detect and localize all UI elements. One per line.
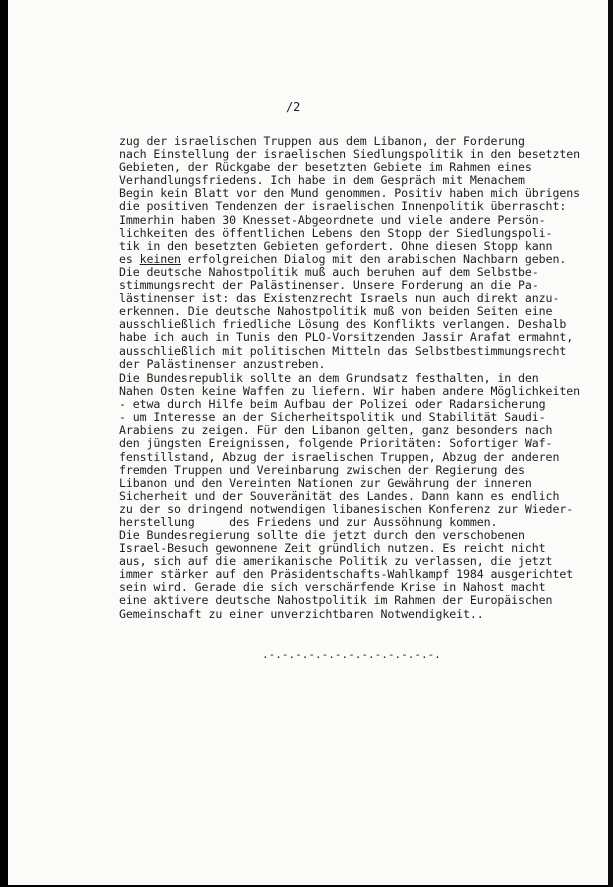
text-line: Gebieten, der Rückgabe der besetzten Gebiete im Rahmen eines <box>119 160 532 175</box>
paragraph-3 <box>119 372 589 529</box>
text-line: Immerhin haben 30 Knesset-Abgeordnete und viele andere Persön- <box>119 212 546 227</box>
text-line: die positiven Tendenzen der israelischen Innenpolitik überrascht: <box>119 199 567 214</box>
text-line: lästinenser ist: das Existenzrecht Israels nun auch direkt anzu- <box>119 291 560 306</box>
text-line: Die Bundesregierung sollte die jetzt durch den verschobenen <box>119 528 525 542</box>
text-line: tik in den besetzten Gebieten gefordert. Ohne diesen Stopp kann <box>119 238 553 253</box>
text-line: zu der so dringend notwendigen libanesischen Konferenz zur Wieder- <box>119 501 574 516</box>
text-line: eine aktivere deutsche Nahostpolitik im Rahmen der Europäischen <box>119 593 553 608</box>
text-line: Sicherheit und der Souveränität des Landes. Dann kann es endlich <box>119 488 560 503</box>
text-line: stimmungsrecht der Palästinenser. Unsere Forderung an die Pa- <box>119 278 539 293</box>
text-line: fenstillstand, Abzug der israelischen Truppen, Abzug der anderen <box>119 449 560 464</box>
page-number: /2 <box>286 100 301 114</box>
text-line: Die deutsche Nahostpolitik muß auch beruhen auf dem Selbstbe- <box>119 265 539 279</box>
text-line: lichkeiten des öffentlichen Lebens den Stopp der Siedlungspoli- <box>119 225 553 240</box>
text-line: - um Interesse an der Sicherheitspolitik und Stabilität Saudi- <box>119 410 546 425</box>
text-line: Gemeinschaft zu einer unverzichtbaren Notwendigkeit.. <box>119 606 484 621</box>
text-line: Israel-Besuch gewonnene Zeit gründlich nutzen. Es reicht nicht <box>119 541 546 556</box>
text-fragment: es <box>119 251 140 266</box>
text-line: Begin kein Blatt vor den Mund genommen. Positiv haben mich übrigens <box>119 186 580 201</box>
text-line: immer stärker auf den Präsidentschafts-Wahlkampf 1984 ausgerichtet <box>119 567 574 582</box>
text-line: sein wird. Gerade die sich verschärfende Krise in Nahost macht <box>119 580 546 595</box>
text-line-with-emphasis <box>119 253 589 266</box>
paragraph-1 <box>119 135 589 266</box>
text-fragment: erfolgreichen Dialog mit den arabischen Nachbarn geben. <box>180 251 567 266</box>
text-line: aus, sich auf die amerikanische Politik zu verlassen, die jetzt <box>119 554 553 569</box>
scan-edge-shadow <box>608 0 613 887</box>
text-line: Die Bundesrepublik sollte an dem Grundsatz festhalten, in den <box>119 371 539 385</box>
text-line: - etwa durch Hilfe beim Aufbau der Polizei oder Radarsicherung <box>119 397 546 412</box>
underlined-word: keinen <box>139 251 181 266</box>
text-line: Libanon und den Vereinten Nationen zur Gewährung der inneren <box>119 475 532 490</box>
section-divider: .-.-.-.-.-.-.-.-.-.-.-.-.-. <box>262 648 441 661</box>
text-line: Arabiens zu zeigen. Für den Libanon gelten, ganz besonders nach <box>119 423 553 438</box>
text-line: ausschließlich friedliche Lösung des Konflikts verlangen. Deshalb <box>119 317 567 332</box>
text-line: erkennen. Die deutsche Nahostpolitik muß von beiden Seiten eine <box>119 304 553 319</box>
text-line: ausschließlich mit politischen Mitteln das Selbstbestimmungsrecht <box>119 343 567 358</box>
text-line: Verhandlungsfriedens. Ich habe in dem Gespräch mit Menachem <box>119 173 525 188</box>
text-line: herstellung des Friedens und zur Aussöhnung kommen. <box>119 515 498 530</box>
text-line: der Palästinenser anzustreben. <box>119 356 326 371</box>
text-line: nach Einstellung der israelischen Siedlungspolitik in den besetzten <box>119 147 580 162</box>
text-line: Nahen Osten keine Waffen zu liefern. Wir haben andere Möglichkeiten <box>119 384 580 399</box>
paragraph-2 <box>119 266 589 371</box>
text-line: habe ich auch in Tunis den PLO-Vorsitzenden Jassir Arafat ermahnt, <box>119 330 574 345</box>
text-line: zug der israelischen Truppen aus dem Libanon, der Forderung <box>119 134 525 148</box>
paragraph-4 <box>119 529 589 621</box>
text-line: den jüngsten Ereignissen, folgende Prioritäten: Sofortiger Waf- <box>119 436 553 451</box>
text-line: fremden Truppen und Vereinbarung zwischen der Regierung des <box>119 462 525 477</box>
